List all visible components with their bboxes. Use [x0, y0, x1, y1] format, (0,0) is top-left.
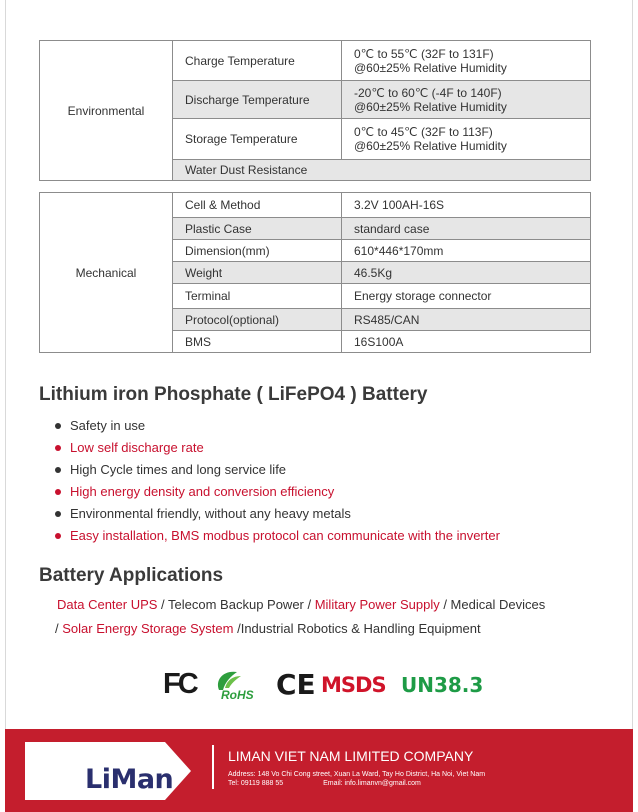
- mechanical-category: Mechanical: [40, 193, 173, 353]
- feature-item: High Cycle times and long service life: [55, 462, 500, 484]
- company-tel: Tel: 09119 888 55: [228, 780, 284, 787]
- logo-text: LiMan: [85, 764, 174, 795]
- plastic-case-label: Plastic Case: [173, 218, 342, 240]
- terminal-label: Terminal: [173, 284, 342, 309]
- terminal-value: Energy storage connector: [342, 284, 591, 309]
- company-contact: [228, 770, 485, 788]
- applications-heading: Battery Applications: [39, 565, 224, 586]
- weight-value: 46.5Kg: [342, 262, 591, 284]
- application-telecom: / Telecom Backup Power /: [157, 597, 315, 612]
- feature-item: Environmental friendly, without any heavy metals: [55, 506, 500, 528]
- feature-item: Low self discharge rate: [55, 440, 500, 462]
- cell-method-label: Cell & Method: [173, 193, 342, 218]
- company-email: Email: info.limanvn@gmail.com: [323, 780, 421, 787]
- applications-line-2: [55, 621, 481, 636]
- protocol-value: RS485/CAN: [342, 309, 591, 331]
- dimension-value: 610*446*170mm: [342, 240, 591, 262]
- storage-temperature-label: Storage Temperature: [173, 119, 342, 160]
- footer-banner: [5, 729, 633, 812]
- application-military: Military Power Supply: [314, 597, 440, 612]
- storage-temperature-value: 0℃ to 45℃ (32F to 113F) @60±25% Relative Humidity: [342, 119, 591, 160]
- cell-method-value: 3.2V 100AH-16S: [342, 193, 591, 218]
- rohs-logo: [213, 668, 265, 702]
- application-data-center: Data Center UPS: [57, 597, 158, 612]
- dimension-label: Dimension(mm): [173, 240, 342, 262]
- footer-divider: [212, 745, 214, 789]
- plastic-case-value: standard case: [342, 218, 591, 240]
- water-dust-resistance-label: Water Dust Resistance: [173, 160, 591, 181]
- protocol-label: Protocol(optional): [173, 309, 342, 331]
- application-solar: Solar Energy Storage System: [62, 621, 234, 636]
- feature-item: Easy installation, BMS modbus protocol can communicate with the inverter: [55, 528, 500, 550]
- weight-label: Weight: [173, 262, 342, 284]
- bullet-dot-icon: [55, 445, 61, 451]
- feature-item: High energy density and conversion efficiency: [55, 484, 500, 506]
- bms-value: 16S100A: [342, 331, 591, 353]
- application-separator: /: [55, 621, 63, 636]
- charge-temperature-value: 0℃ to 55℃ (32F to 131F) @60±25% Relative Humidity: [342, 41, 591, 81]
- discharge-temperature-label: Discharge Temperature: [173, 81, 342, 119]
- application-robotics: /Industrial Robotics & Handling Equipment: [233, 621, 481, 636]
- ce-logo: CE: [276, 668, 316, 701]
- liman-logo: [25, 742, 191, 800]
- applications-line-1: [57, 597, 545, 612]
- feature-item: Safety in use: [55, 418, 500, 440]
- bullet-dot-icon: [55, 533, 61, 539]
- bullet-dot-icon: [55, 423, 61, 429]
- feature-list: [55, 418, 500, 550]
- bullet-dot-icon: [55, 467, 61, 473]
- company-address: Address: 148 Vo Chi Cong street, Xuan La Ward, Tay Ho District, Ha Noi, Viet Nam: [228, 771, 486, 778]
- bms-label: BMS: [173, 331, 342, 353]
- mechanical-spec-table: [39, 192, 591, 353]
- bullet-dot-icon: [55, 511, 61, 517]
- bullet-dot-icon: [55, 489, 61, 495]
- company-name: LIMAN VIET NAM LIMITED COMPANY: [228, 748, 474, 764]
- fc-logo: FC: [163, 668, 196, 700]
- msds-logo: MSDS: [321, 673, 386, 697]
- svg-text:RoHS: RoHS: [221, 688, 254, 702]
- environmental-category: Environmental: [40, 41, 173, 181]
- un383-logo: UN38.3: [401, 673, 484, 697]
- environmental-spec-table: [39, 40, 591, 181]
- lifepo4-heading: Lithium iron Phosphate ( LiFePO4 ) Battery: [39, 384, 428, 405]
- charge-temperature-label: Charge Temperature: [173, 41, 342, 81]
- discharge-temperature-value: -20℃ to 60℃ (-4F to 140F) @60±25% Relative Humidity: [342, 81, 591, 119]
- application-medical: / Medical Devices: [439, 597, 546, 612]
